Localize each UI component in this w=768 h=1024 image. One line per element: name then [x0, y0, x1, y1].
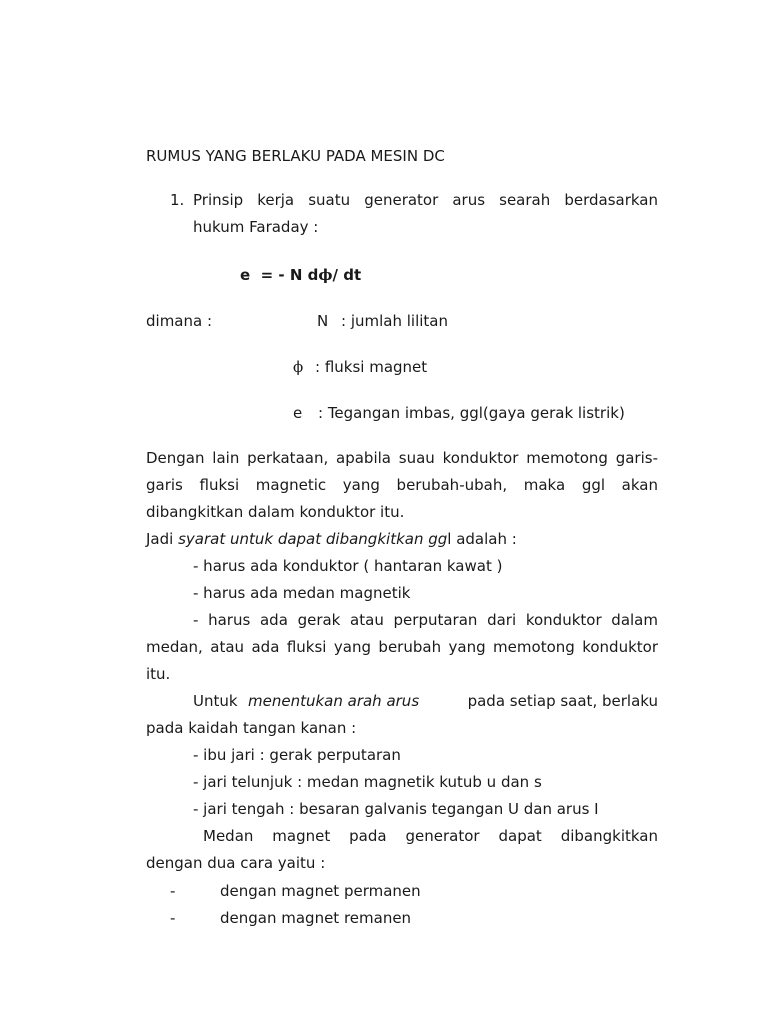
def-e-symbol: e — [293, 404, 303, 422]
syarat-bullet-3-line1: - harus ada gerak atau perputaran dari konduktor dalam — [193, 611, 658, 629]
medan-line1: Medan magnet pada generator dapat dibangkitkan — [203, 827, 658, 845]
para1-line3: dibangkitkan dalam konduktor itu. — [146, 503, 405, 521]
syarat-bullet-3-line3: itu. — [146, 665, 171, 683]
def-e-text: : Tegangan imbas, ggl(gaya gerak listrik) — [318, 404, 625, 422]
para1-line2: garis fluksi magnetic yang berubah-ubah, maka ggl akan — [146, 476, 658, 494]
syarat-post: l adalah : — [447, 530, 517, 548]
untuk-pre: Untuk — [193, 692, 238, 710]
list-number: 1. — [170, 191, 185, 209]
medan-line2: dengan dua cara yaitu : — [146, 854, 326, 872]
formula-rhs-post: / dt — [332, 266, 362, 284]
formula-lhs: e — [240, 266, 251, 284]
item1-line1: Prinsip kerja suatu generator arus searah berdasarkan — [193, 191, 658, 209]
syarat-bullet-1: - harus ada konduktor ( hantaran kawat ) — [193, 557, 503, 575]
syarat-italic: syarat untuk dapat dibangkitkan gg — [178, 530, 448, 548]
untuk-italic: menentukan arah arus — [248, 692, 420, 710]
syarat-pre: Jadi — [146, 530, 179, 548]
formula-phi: ϕ — [318, 266, 333, 284]
medan-dash-2: - — [170, 909, 176, 927]
def-phi-text: : fluksi magnet — [315, 358, 428, 376]
def-n-symbol: N — [317, 312, 329, 330]
para1-line1: Dengan lain perkataan, apabila suau konduktor memotong garis- — [146, 449, 658, 467]
medan-item-2: dengan magnet remanen — [220, 909, 412, 927]
medan-dash-1: - — [170, 882, 176, 900]
untuk-post: pada setiap saat, berlaku — [467, 692, 658, 710]
item1-line2: hukum Faraday : — [193, 218, 319, 236]
definitions-intro: dimana : — [146, 312, 213, 330]
untuk-bullet-3: - jari tengah : besaran galvanis tegangan U dan arus I — [193, 800, 599, 818]
document-title: RUMUS YANG BERLAKU PADA MESIN DC — [146, 147, 445, 165]
def-n-text: : jumlah lilitan — [341, 312, 448, 330]
untuk-bullet-1: - ibu jari : gerak perputaran — [193, 746, 401, 764]
syarat-bullet-3-line2: medan, atau ada fluksi yang berubah yang memotong konduktor — [146, 638, 658, 656]
syarat-line — [146, 529, 517, 549]
def-phi-symbol: ϕ — [293, 358, 304, 376]
untuk-line2: pada kaidah tangan kanan : — [146, 719, 357, 737]
medan-item-1: dengan magnet permanen — [220, 882, 421, 900]
formula — [240, 265, 361, 285]
untuk-bullet-2: - jari telunjuk : medan magnetik kutub u dan s — [193, 773, 542, 791]
syarat-bullet-2: - harus ada medan magnetik — [193, 584, 411, 602]
formula-rhs-pre: = - N d — [260, 266, 319, 284]
